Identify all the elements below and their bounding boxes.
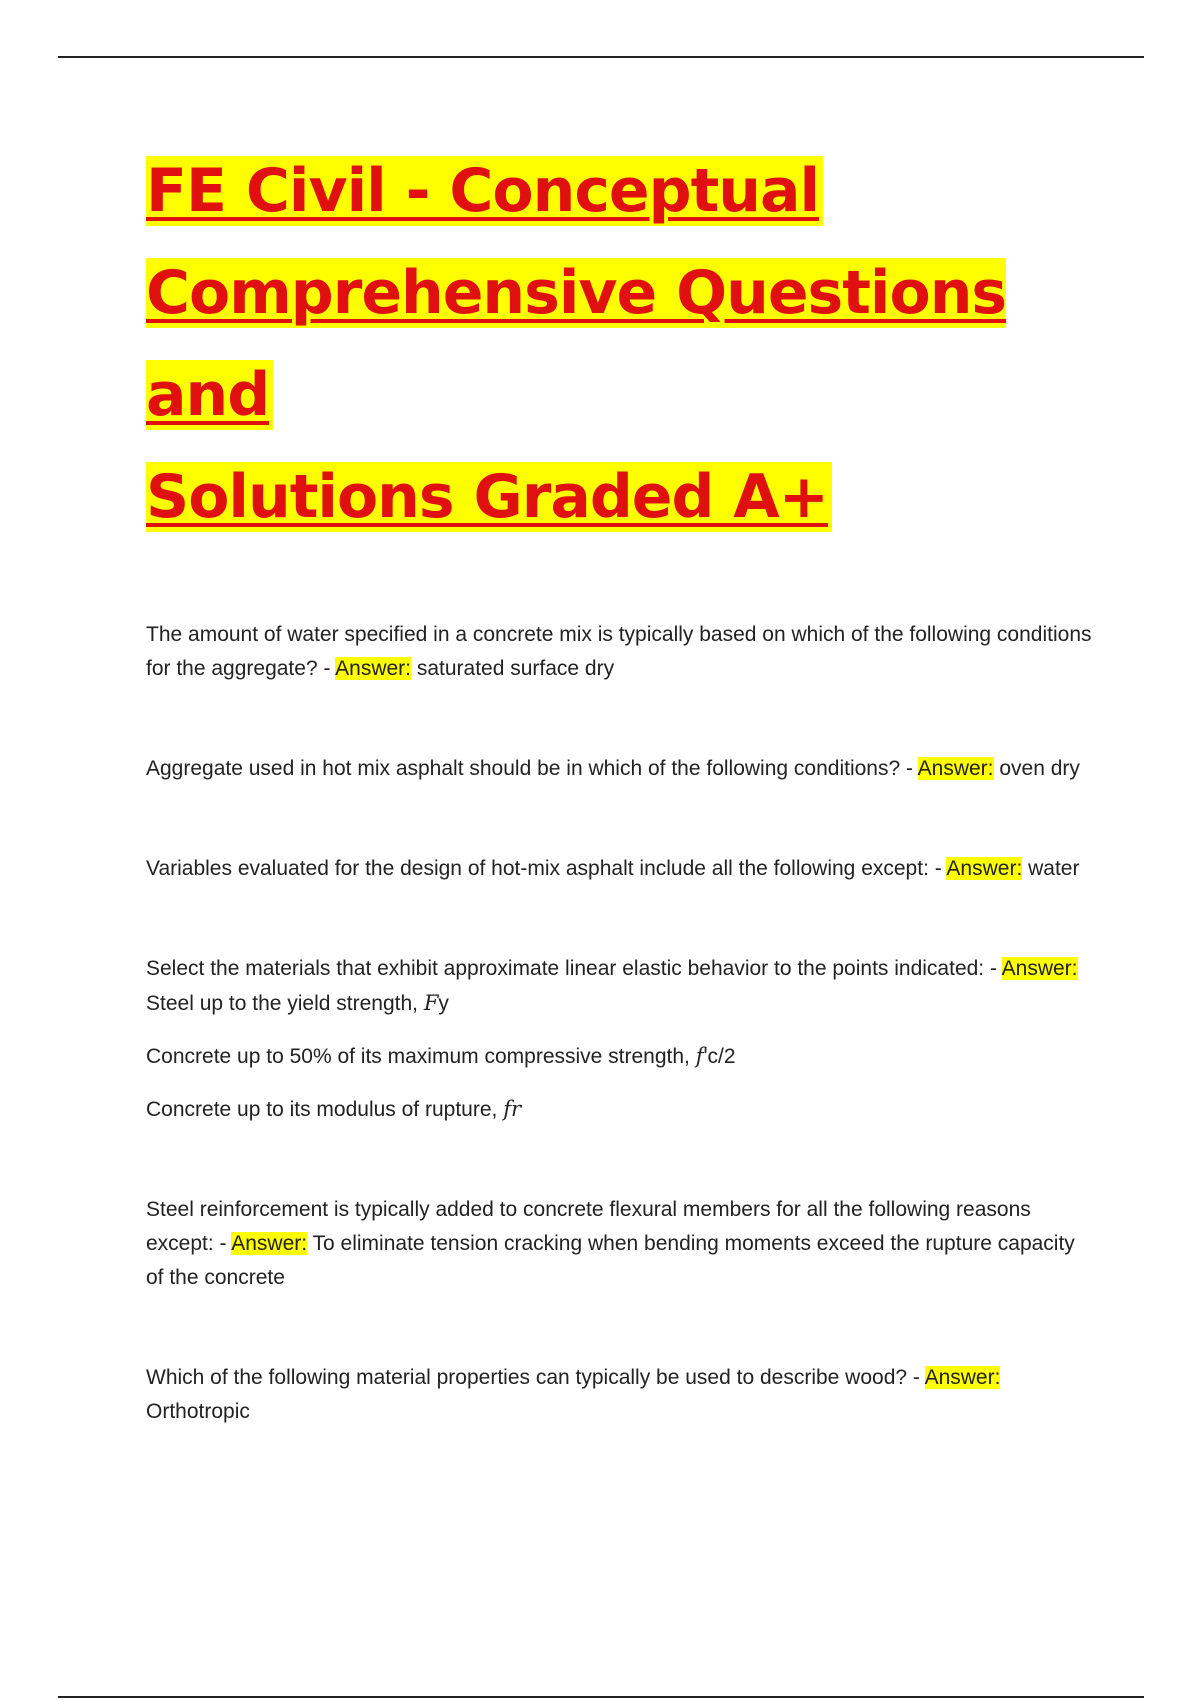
qa-item-3 — [146, 852, 1096, 886]
extra-line-tail: 'c/2 — [703, 1045, 736, 1068]
qa-item-6 — [146, 1361, 1096, 1429]
question-text: Variables evaluated for the design of hot-mix asphalt include all the following except: - — [146, 857, 947, 880]
answer-math-symbol: F — [423, 991, 439, 1015]
answer-label: Answer: — [335, 657, 411, 680]
qa-item-5 — [146, 1193, 1096, 1295]
question-text: Steel reinforcement is typically added to concrete flexural members for all the following reasons except: - — [146, 1198, 1031, 1255]
question-text: Which of the following material properties can typically be used to describe wood? - — [146, 1366, 925, 1389]
answer-label: Answer: — [231, 1232, 308, 1255]
answer-text: oven dry — [993, 757, 1080, 780]
answer-label: Answer: — [924, 1366, 1001, 1389]
qa-item-4-main — [146, 952, 1096, 1021]
qa-list — [146, 618, 1096, 1429]
top-rule — [58, 56, 1144, 58]
extra-line-text: Concrete up to its modulus of rupture, — [146, 1098, 504, 1121]
question-text: Select the materials that exhibit approximate linear elastic behavior to the points indicated: - — [146, 957, 1002, 980]
qa-item-2 — [146, 752, 1096, 786]
bottom-rule — [58, 1696, 1144, 1698]
answer-label: Answer: — [1001, 957, 1078, 980]
answer-text: To eliminate tension cracking when bending moments exceed the rupture capacity of the concrete — [146, 1232, 1075, 1289]
answer-label: Answer: — [917, 757, 994, 780]
answer-math-tail: y — [438, 992, 449, 1015]
answer-text: saturated surface dry — [411, 657, 615, 680]
title-line-1: FE Civil - Conceptual — [146, 156, 823, 226]
answer-text: Steel up to the yield strength, — [146, 992, 424, 1015]
answer-extra-line-1 — [146, 1039, 1096, 1074]
title-line-2: Comprehensive Questions and — [146, 258, 1007, 430]
qa-item-1 — [146, 618, 1096, 686]
document-title — [146, 140, 1096, 548]
answer-text: water — [1022, 857, 1080, 880]
document-body — [146, 140, 1096, 1495]
answer-extra-line-2 — [146, 1092, 1096, 1127]
title-line-3: Solutions Graded A+ — [146, 462, 832, 532]
answer-label: Answer: — [946, 857, 1023, 880]
extra-line-text: Concrete up to 50% of its maximum compressive strength, — [146, 1045, 696, 1068]
question-text: Aggregate used in hot mix asphalt should be in which of the following conditions? - — [146, 757, 918, 780]
answer-text: Orthotropic — [146, 1400, 250, 1423]
extra-line-math: fr — [503, 1097, 521, 1121]
question-text: The amount of water specified in a concrete mix is typically based on which of the following conditions for the aggregate? - — [146, 623, 1092, 680]
qa-item-4 — [146, 952, 1096, 1127]
extra-line-math: f — [695, 1044, 704, 1068]
